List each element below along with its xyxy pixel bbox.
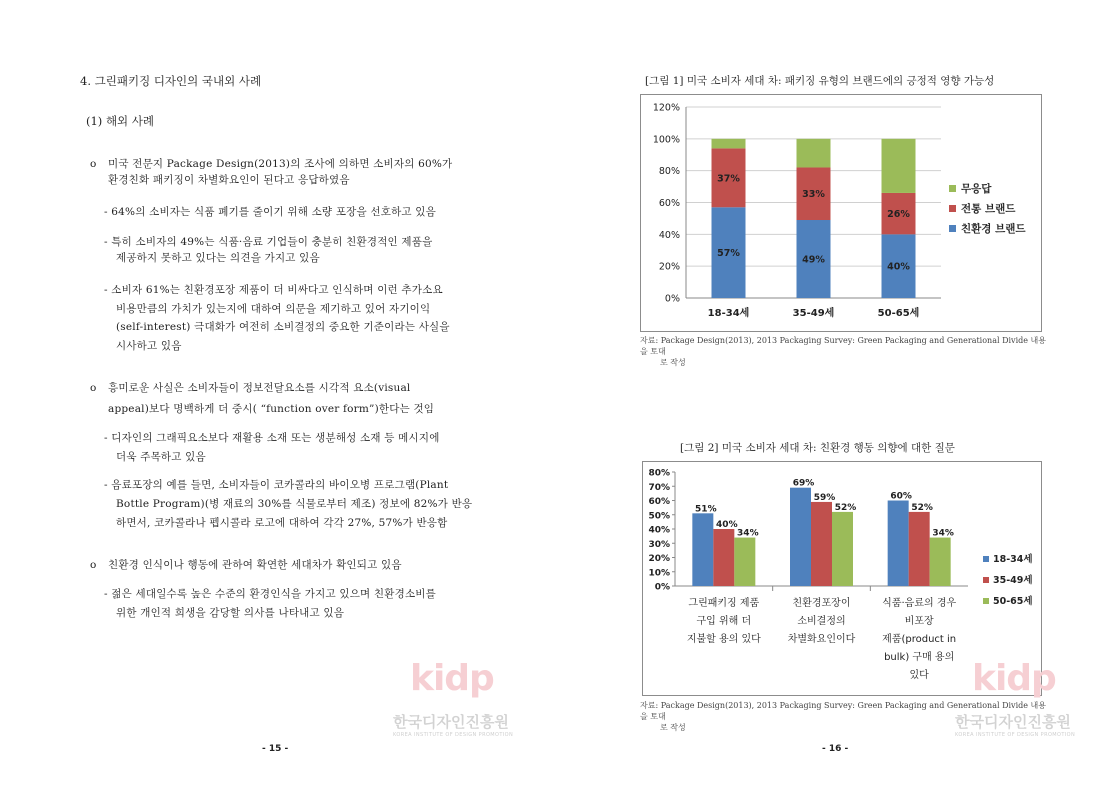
y-tick-label: 80% bbox=[658, 166, 680, 178]
watermark-logo: kidp bbox=[410, 658, 494, 699]
bar bbox=[811, 502, 832, 586]
sub-bullet-line: 위한 개인적 희생을 감당할 의사를 나타내고 있음 bbox=[116, 607, 345, 619]
bar bbox=[888, 501, 909, 587]
sub-bullet bbox=[104, 204, 484, 220]
sub-bullet-line: Bottle Program)(병 재료의 30%를 식물로부터 제조) 정보에 82%가 반응 bbox=[116, 498, 473, 510]
sub-bullet-line: 비용만큼의 가치가 있는지에 대하여 의문을 제기하고 있어 자기이익 bbox=[116, 302, 431, 315]
bar bbox=[832, 512, 853, 586]
x-tick-label: 지불할 용의 있다 bbox=[686, 634, 761, 645]
legend-swatch bbox=[949, 205, 956, 212]
bullet-text-line: 흥미로운 사실은 소비자들이 정보전달요소를 시각적 요소(visual bbox=[108, 382, 411, 394]
bar bbox=[692, 513, 713, 586]
bullet-text-line: appeal)보다 명백하게 더 중시( “function over form”)한다는 것임 bbox=[108, 403, 435, 415]
legend-label: 50-65세 bbox=[993, 596, 1033, 607]
y-tick-label: 20% bbox=[648, 554, 670, 564]
x-tick-label: 식품·음료의 경우 bbox=[882, 598, 957, 609]
bullet-2 bbox=[90, 378, 490, 420]
watermark-sub: KOREA INSTITUTE OF DESIGN PROMOTION bbox=[955, 732, 1076, 738]
legend-swatch bbox=[983, 598, 989, 604]
legend-swatch bbox=[949, 225, 956, 232]
source-line: 로 작성 bbox=[660, 723, 686, 732]
y-tick-label: 80% bbox=[648, 468, 670, 479]
bullet-3 bbox=[90, 557, 490, 573]
data-label: 60% bbox=[890, 491, 912, 502]
x-tick-label: bulk) 구매 용의 bbox=[884, 652, 955, 663]
data-label: 33% bbox=[802, 189, 825, 201]
bullet-text-line: 환경친화 패키징이 차별화요인이 된다고 응답하였음 bbox=[108, 174, 350, 186]
bullet-text-line: 미국 전문지 Package Design(2013)의 조사에 의하면 소비자의 60%가 bbox=[108, 158, 453, 170]
section-title: 4. 그린패키징 디자인의 국내외 사례 bbox=[80, 74, 262, 88]
data-label: 51% bbox=[695, 504, 717, 515]
legend-swatch bbox=[983, 556, 989, 562]
x-tick-label: 친환경포장이 bbox=[792, 598, 851, 609]
sub-bullet-line: 하면서, 코카콜라나 펩시콜라 로고에 대하여 각각 27%, 57%가 반응함 bbox=[116, 517, 448, 529]
sub-bullet-line: - 디자인의 그래픽요소보다 재활용 소재 또는 생분해성 소재 등 메시지에 bbox=[104, 432, 440, 444]
x-tick-label: 차별화요인이다 bbox=[787, 634, 856, 645]
legend-label: 무응답 bbox=[961, 183, 992, 195]
data-label: 34% bbox=[932, 528, 954, 539]
figure1-title: [그림 1] 미국 소비자 세대 차: 패키징 유형의 브랜드에의 긍정적 영향 가능성 bbox=[645, 75, 995, 87]
bar-segment bbox=[712, 139, 746, 149]
data-label: 40% bbox=[887, 261, 910, 273]
sub-bullet bbox=[104, 585, 484, 623]
y-tick-label: 60% bbox=[648, 497, 670, 507]
data-label: 40% bbox=[716, 520, 738, 530]
source-line: 로 작성 bbox=[660, 358, 686, 367]
bullet-marker: o bbox=[90, 559, 97, 571]
y-tick-label: 40% bbox=[658, 229, 680, 241]
legend-label: 35-49세 bbox=[993, 575, 1033, 586]
data-label: 52% bbox=[834, 502, 857, 513]
bullet-marker: o bbox=[90, 158, 97, 170]
bullet-1 bbox=[90, 156, 490, 188]
legend-label: 18-34세 bbox=[993, 554, 1033, 565]
sub-bullet-line: 시사하고 있음 bbox=[116, 339, 182, 352]
sub-bullet-line: (self-interest) 극대화가 여전히 소비결정의 중요한 기준이라는 사실을 bbox=[116, 321, 450, 333]
legend-label: 친환경 브랜드 bbox=[961, 223, 1026, 235]
page-number-left: - 15 - bbox=[262, 744, 289, 754]
bar bbox=[930, 538, 951, 586]
x-tick-label: 제품(product in bbox=[882, 634, 957, 645]
data-label: 57% bbox=[717, 248, 740, 260]
page-number-right: - 16 - bbox=[822, 744, 849, 754]
bar bbox=[734, 538, 755, 586]
source-line: 자료: Package Design(2013), 2013 Packaging Survey: Green Packaging and Generational Divide 내용을 토대 bbox=[640, 701, 1046, 721]
sub-bullet bbox=[104, 281, 484, 355]
data-label: 59% bbox=[813, 492, 836, 503]
sub-bullet-line: 제공하지 못하고 있다는 의견을 가지고 있음 bbox=[116, 252, 320, 264]
watermark-name: 한국디자인진흥원 bbox=[955, 713, 1071, 731]
y-tick-label: 120% bbox=[652, 102, 680, 114]
bar bbox=[790, 488, 811, 586]
y-tick-label: 30% bbox=[648, 539, 670, 550]
figure1-chart bbox=[640, 94, 1042, 332]
x-tick-label: 50-65세 bbox=[877, 308, 920, 319]
bar-segment bbox=[882, 139, 916, 193]
data-label: 26% bbox=[887, 209, 910, 221]
x-tick-label: 35-49세 bbox=[792, 308, 835, 319]
sub-bullet-line: - 소비자 61%는 친환경포장 제품이 더 비싸다고 인식하며 이런 추가소요 bbox=[104, 284, 443, 296]
sub-bullet-line: - 특히 소비자의 49%는 식품·음료 기업들이 충분히 친환경적인 제품을 bbox=[104, 236, 433, 248]
legend-swatch bbox=[983, 577, 989, 583]
y-tick-label: 20% bbox=[658, 261, 680, 273]
legend-swatch bbox=[949, 185, 956, 192]
x-tick-label: 구입 위해 더 bbox=[696, 616, 752, 627]
y-tick-label: 0% bbox=[664, 293, 680, 305]
sub-bullet-line: 더욱 주목하고 있음 bbox=[116, 451, 206, 463]
y-tick-label: 60% bbox=[658, 198, 680, 209]
watermark-logo: kidp bbox=[972, 658, 1056, 699]
bullet-text-line: 친환경 인식이나 행동에 관하여 확연한 세대차가 확인되고 있음 bbox=[108, 559, 402, 571]
figure1-source bbox=[640, 335, 1050, 368]
x-tick-label: 있다 bbox=[909, 670, 929, 681]
sub-bullet bbox=[104, 234, 484, 266]
y-tick-label: 100% bbox=[652, 134, 680, 146]
y-tick-label: 50% bbox=[648, 511, 670, 522]
sub-bullet bbox=[104, 429, 484, 467]
bar bbox=[713, 529, 734, 586]
stacked-bar-chart bbox=[641, 95, 1041, 331]
watermark-name: 한국디자인진흥원 bbox=[393, 713, 509, 731]
sub-bullet-line: - 젊은 세대일수록 높은 수준의 환경인식을 가지고 있으며 친환경소비를 bbox=[104, 588, 436, 600]
source-line: 자료: Package Design(2013), 2013 Packaging Survey: Green Packaging and Generational Divide 내용을 토대 bbox=[640, 336, 1046, 356]
x-tick-label: 비포장 bbox=[904, 616, 934, 627]
y-tick-label: 40% bbox=[648, 525, 670, 536]
y-tick-label: 10% bbox=[648, 568, 670, 579]
x-tick-label: 18-34세 bbox=[707, 308, 750, 319]
x-tick-label: 그린패키징 제품 bbox=[688, 598, 760, 609]
legend-label: 전통 브랜드 bbox=[961, 203, 1016, 215]
data-label: 34% bbox=[737, 528, 759, 539]
bar bbox=[909, 512, 930, 586]
subsection-title: (1) 해외 사례 bbox=[86, 114, 155, 128]
figure2-title: [그림 2] 미국 소비자 세대 차: 친환경 행동 의향에 대한 질문 bbox=[680, 442, 955, 454]
bullet-marker: o bbox=[90, 382, 97, 394]
sub-bullet-line: - 음료포장의 예를 들면, 소비자들이 코카콜라의 바이오병 프로그램(Plant bbox=[104, 479, 449, 491]
data-label: 37% bbox=[717, 173, 740, 185]
data-label: 52% bbox=[911, 502, 933, 513]
y-tick-label: 70% bbox=[648, 482, 670, 493]
data-label: 69% bbox=[792, 478, 815, 489]
x-tick-label: 소비결정의 bbox=[797, 616, 846, 627]
bar-segment bbox=[797, 139, 831, 168]
watermark-sub: KOREA INSTITUTE OF DESIGN PROMOTION bbox=[393, 732, 514, 738]
y-tick-label: 0% bbox=[654, 582, 670, 593]
sub-bullet bbox=[104, 476, 484, 533]
sub-bullet-line: - 64%의 소비자는 식품 폐기를 줄이기 위해 소량 포장을 선호하고 있음 bbox=[104, 206, 436, 218]
data-label: 49% bbox=[802, 254, 825, 266]
